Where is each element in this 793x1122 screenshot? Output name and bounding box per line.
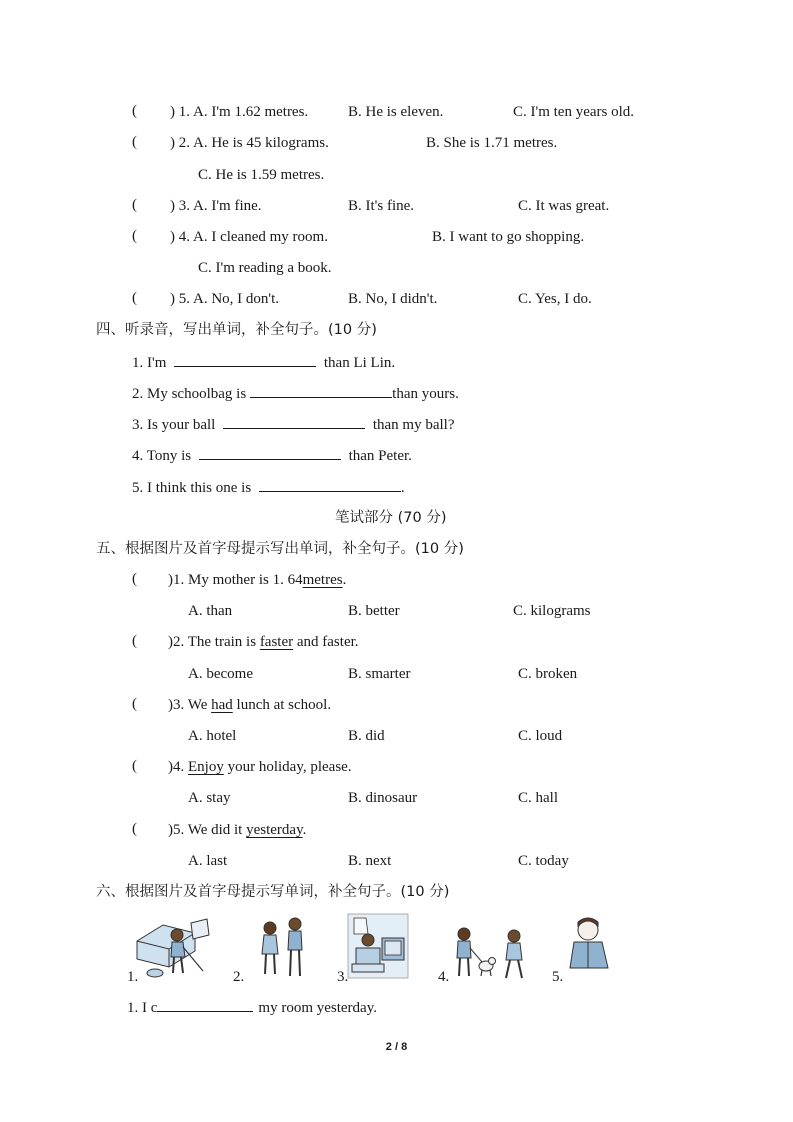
answer-paren[interactable]: ( xyxy=(132,633,137,649)
fill-item-5: 5. I think this one is . xyxy=(132,477,405,498)
option-a: A. last xyxy=(188,853,228,869)
option-b: B. next xyxy=(348,853,392,869)
option-a: A. I cleaned my room. xyxy=(193,229,328,245)
section-heading-6: 六、根据图片及首字母提示写单词，补全句子。(10 分) xyxy=(96,884,450,900)
option-b: B. did xyxy=(348,728,385,744)
option-a: A. No, I don't. xyxy=(193,291,280,307)
underlined-word: faster xyxy=(259,634,294,650)
fill-item-4: 4. Tony is than Peter. xyxy=(132,445,412,466)
answer-blank[interactable] xyxy=(199,445,341,460)
underlined-word: had xyxy=(211,697,233,713)
answer-paren[interactable]: ( xyxy=(132,821,137,837)
option-c: C. I'm reading a book. xyxy=(198,260,332,276)
written-part-title: 笔试部分 (70 分) xyxy=(335,510,447,526)
section-heading-4: 四、听录音，写出单词，补全句子。(10 分) xyxy=(96,322,377,338)
underlined-word: Enjoy xyxy=(188,759,224,775)
underlined-word: metres xyxy=(302,572,343,588)
part6-sentence-1: 1. I c my room yesterday. xyxy=(127,997,377,1018)
option-c: C. broken xyxy=(518,666,578,682)
question-number: )4. xyxy=(168,759,185,775)
option-a: A. become xyxy=(188,666,253,682)
picture-label: 4. xyxy=(438,969,450,985)
picture-label: 3. xyxy=(337,969,349,985)
option-c: C. loud xyxy=(518,728,563,744)
fill-item-1: 1. I'm than Li Lin. xyxy=(132,352,395,373)
option-b: B. smarter xyxy=(348,666,411,682)
boy-watching-tv-picture xyxy=(346,912,410,982)
option-c: C. He is 1.59 metres. xyxy=(198,167,325,183)
answer-blank[interactable] xyxy=(174,352,316,367)
question-number: ) 5. xyxy=(170,291,190,307)
question-number: ) 1. xyxy=(170,104,190,120)
question-number: )5. xyxy=(168,822,185,838)
option-a: A. hotel xyxy=(188,728,237,744)
question-number: ) 3. xyxy=(170,198,190,214)
option-b: B. It's fine. xyxy=(348,198,415,214)
option-a: A. I'm 1.62 metres. xyxy=(193,104,309,120)
answer-paren[interactable]: ( xyxy=(132,290,137,306)
question-number: ) 2. xyxy=(170,135,190,151)
option-a: A. I'm fine. xyxy=(193,198,262,214)
option-a: A. He is 45 kilograms. xyxy=(193,135,329,151)
picture-label: 2. xyxy=(233,969,245,985)
answer-paren[interactable]: ( xyxy=(132,758,137,774)
boy-with-coat-picture xyxy=(566,916,612,974)
option-a: A. stay xyxy=(188,790,231,806)
answer-paren[interactable]: ( xyxy=(132,103,137,119)
answer-paren[interactable]: ( xyxy=(132,134,137,150)
option-c: C. today xyxy=(518,853,569,869)
question-number: ) 4. xyxy=(170,229,190,245)
answer-paren[interactable]: ( xyxy=(132,228,137,244)
fill-item-2: 2. My schoolbag is than yours. xyxy=(132,383,459,404)
option-c: C. I'm ten years old. xyxy=(513,104,635,120)
option-c: C. It was great. xyxy=(518,198,610,214)
option-b: B. dinosaur xyxy=(348,790,418,806)
option-b: B. She is 1.71 metres. xyxy=(426,135,558,151)
option-c: C. kilograms xyxy=(513,603,591,619)
option-b: B. I want to go shopping. xyxy=(432,229,585,245)
answer-paren[interactable]: ( xyxy=(132,571,137,587)
answer-blank[interactable] xyxy=(157,997,253,1012)
option-b: B. No, I didn't. xyxy=(348,291,438,307)
option-a: A. than xyxy=(188,603,233,619)
question-number: )2. xyxy=(168,634,185,650)
option-c: C. Yes, I do. xyxy=(518,291,592,307)
fill-item-3: 3. Is your ball than my ball? xyxy=(132,414,454,435)
picture-label: 5. xyxy=(552,969,564,985)
girl-sweeping-room-picture xyxy=(133,915,213,981)
children-walking-dog-picture xyxy=(452,920,530,982)
answer-blank[interactable] xyxy=(259,477,401,492)
picture-label: 1. xyxy=(127,969,139,985)
option-b: B. He is eleven. xyxy=(348,104,444,120)
underlined-word: yesterday xyxy=(246,822,303,838)
question-number: )1. xyxy=(168,572,185,588)
two-children-height-picture xyxy=(255,916,313,982)
answer-blank[interactable] xyxy=(250,383,392,398)
answer-paren[interactable]: ( xyxy=(132,696,137,712)
section-heading-5: 五、根据图片及首字母提示写出单词，补全句子。(10 分) xyxy=(96,541,464,557)
answer-blank[interactable] xyxy=(223,414,365,429)
option-b: B. better xyxy=(348,603,400,619)
page-number: 2 / 8 xyxy=(385,1041,408,1053)
answer-paren[interactable]: ( xyxy=(132,197,137,213)
question-number: )3. xyxy=(168,697,185,713)
option-c: C. hall xyxy=(518,790,558,806)
